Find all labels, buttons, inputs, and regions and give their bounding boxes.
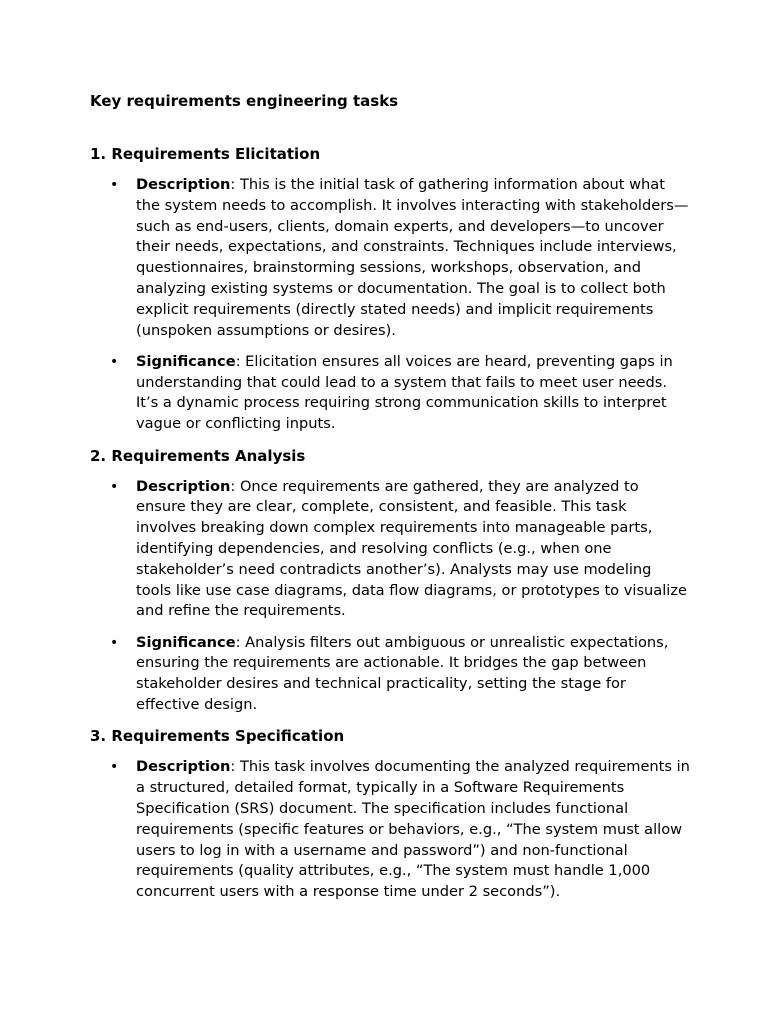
bullet-point: • [110, 177, 119, 193]
bullet-lead: Description [136, 176, 231, 193]
bullet-list [90, 477, 690, 716]
bullet-item-significance [90, 352, 690, 435]
bullet-item-description [90, 175, 690, 341]
bullet-text: : Analysis filters out ambiguous or unrealistic expectations, ensuring the requirements are actionable. It bridges the gap between stakeholder desires and technical practicality, setting the stage for effective design. [136, 633, 669, 714]
bullet-text: : This is the initial task of gathering information about what the system needs to accomplish. It involves interacting with stakeholders—such as end-users, clients, domain experts, and developers—to uncover their needs, expectations, and constraints. Techniques include interviews, questionnaires, brainstorming sessions, workshops, observation, and analyzing existing systems or documentation. The goal is to collect both explicit requirements (directly stated needs) and implicit requirements (unspoken assumptions or desires). [136, 176, 689, 339]
section-heading: 3. Requirements Specification [90, 727, 345, 746]
bullet-lead: Description [136, 477, 231, 495]
bullet-text: : Elicitation ensures all voices are heard, preventing gaps in understanding that could lead to a system that fails to meet user needs. It’s a dynamic process requiring strong communication skills to interpret vague or conflicting inputs. [136, 352, 673, 433]
bullet-point: • [110, 634, 119, 651]
bullet-lead: Description [136, 758, 231, 776]
bullet-text: : This task involves documenting the analyzed requirements in a structured, detailed format, typically in a Software Requirements Specification (SRS) document. The specification includes functional requirements (specific features or behaviors, e.g., “The system must allow users to log in with a username and password”) and non-functional requirements (quality attributes, e.g., “The system must handle 1,000 concurrent users with a response time under 2 seconds”). [136, 758, 690, 901]
section-requirements-analysis [90, 446, 690, 716]
bullet-point: • [110, 478, 119, 495]
bullet-lead: Significance [136, 633, 236, 651]
document-page [90, 91, 690, 913]
bullet-item-significance [90, 633, 690, 716]
section-requirements-specification [90, 726, 690, 903]
bullet-point: • [110, 353, 119, 370]
bullet-list [90, 757, 690, 903]
section-heading: 2. Requirements Analysis [90, 446, 306, 465]
bullet-list [90, 175, 690, 435]
bullet-item-description [90, 757, 690, 903]
bullet-point: • [110, 759, 119, 776]
section-requirements-elicitation [90, 144, 690, 435]
bullet-item-description [90, 477, 690, 623]
bullet-text: : Once requirements are gathered, they are analyzed to ensure they are clear, complete, consistent, and feasible. This task involves breaking down complex requirements into manageable parts, identifying dependencies, and resolving conflicts (e.g., when one stakeholder’s need contradicts another’s). Analysts may use modeling tools like use case diagrams, data flow diagrams, or prototypes to visualize and refine the requirements. [136, 477, 687, 620]
bullet-lead: Significance [136, 352, 236, 370]
document-title: Key requirements engineering tasks [90, 92, 399, 110]
section-heading: 1. Requirements Elicitation [90, 145, 321, 163]
